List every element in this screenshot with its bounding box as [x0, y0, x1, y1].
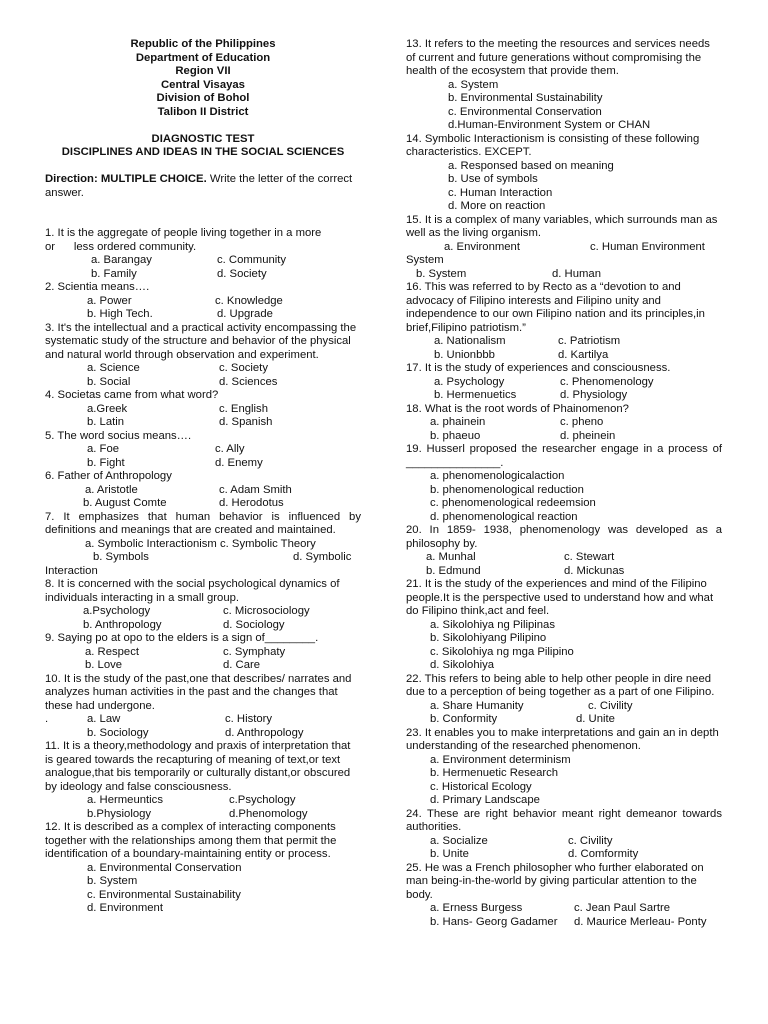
text-line: 24. These are right behavior meant right demeanor towards authorities.: [406, 807, 722, 833]
text-line: c. Patriotism: [558, 335, 621, 347]
text-line: 22. This refers to being able to help other people in dire need due to a perception of being together as a part of one Filipino.: [406, 672, 715, 698]
text-line: b. Hermenuetics: [434, 389, 517, 401]
text-line: c. Civility: [588, 699, 633, 712]
text-line: a. System: [448, 78, 499, 91]
text-line: b. Environmental Sustainability: [448, 92, 603, 104]
question-14: [406, 133, 722, 214]
question-24: [406, 808, 722, 862]
text-line: b. Edmund: [426, 564, 481, 577]
text-line: a. Environment: [444, 240, 520, 253]
text-line: a. Science: [87, 362, 140, 374]
question-3: [45, 322, 361, 390]
text-line: b. Fight: [87, 456, 125, 469]
text-line: b. Sikolohiyang Pilipino: [430, 632, 547, 644]
text-line: a. Erness Burgess: [430, 902, 523, 914]
text-line: d. Sciences: [219, 375, 278, 388]
question-2: [45, 281, 361, 322]
question-22: [406, 673, 722, 727]
question-7: [45, 511, 361, 579]
direction: [45, 173, 361, 200]
text-line: 15. It is a complex of many variables, which surrounds man as well as the living organism.: [406, 213, 718, 239]
text-line: d. Spanish: [219, 416, 273, 428]
text-line: d. Comformity: [568, 848, 639, 860]
text-line: c. Environmental Conservation: [448, 105, 602, 118]
text-line: a. Environmental Conservation: [87, 861, 242, 874]
text-line: .: [45, 713, 49, 725]
text-line: b. Hermenuetic Research: [430, 767, 559, 779]
text-line: c. Microsociology: [223, 605, 310, 617]
option: c. Community: [217, 254, 287, 266]
text-line: 1. It is the aggregate of people living together in a more: [45, 227, 322, 239]
question-1: [45, 227, 361, 281]
text-line: d. Upgrade: [217, 308, 273, 320]
text-line: b. Sociology: [87, 726, 149, 739]
text-line: 6. Father of Anthropology: [45, 470, 172, 482]
question-16: [406, 281, 722, 362]
text-line: a. Responsed based on meaning: [448, 159, 614, 172]
text-line: d. pheinein: [560, 429, 616, 442]
text-line: 21. It is the study of the experiences and mind of the Filipino people.It is the perspective used to understand how and what do Filipino think,act and feel.: [406, 578, 714, 617]
text-line: a. Share Humanity: [430, 699, 524, 712]
header-district: Talibon II District: [157, 105, 249, 118]
text-line: a. Sikolohiya ng Pilipinas: [430, 618, 555, 631]
text-line: c. Historical Ecology: [430, 780, 532, 793]
text-line: c. Human Environment: [590, 240, 705, 253]
text-line: a. Nationalism: [434, 335, 506, 347]
text-line: d. Unite: [576, 713, 615, 725]
header-central-visayas: Central Visayas: [161, 78, 245, 91]
text-line: b. High Tech.: [87, 308, 153, 320]
text-line: 9. Saying po at opo to the elders is a sign of________.: [45, 632, 319, 644]
text-line: d.Human-Environment System or CHAN: [448, 119, 651, 131]
text-line: d. Human: [552, 267, 601, 280]
text-line: 8. It is concerned with the social psychological dynamics of individuals interacting in a small group.: [45, 578, 340, 604]
text-line: c. Environmental Sustainability: [87, 888, 241, 901]
text-line: 3. It's the intellectual and a practical activity encompassing the systematic study of the structure and behavior of the physical and natural world through observation and experiment.: [45, 321, 357, 361]
text-line: b. phenomenological reduction: [430, 483, 584, 496]
text-line: d. Symbolic: [293, 551, 352, 563]
text-line: a.Greek: [87, 402, 128, 415]
question-19: [406, 443, 722, 524]
question-25: [406, 862, 722, 930]
text-line: d. Herodotus: [219, 497, 284, 509]
question-17: [406, 362, 722, 403]
text-line: d. Enemy: [215, 456, 263, 469]
text-line: 20. In 1859- 1938, phenomenology was developed as a philosophy by.: [406, 524, 722, 550]
text-line: d. Physiology: [560, 389, 628, 401]
text-line: 23. It enables you to make interpretations and gain an in depth understanding of the researched phenomenon.: [406, 726, 719, 752]
question-5: [45, 430, 361, 471]
text-line: 2. Scientia means….: [45, 281, 150, 293]
text-line: c. History: [225, 713, 273, 725]
text-line: 19. Husserl proposed the researcher engage in a process of _______________.: [406, 443, 722, 469]
text-line: a. Hermeuntics: [87, 794, 163, 806]
text-line: d. Anthropology: [225, 726, 304, 739]
text-line: c. Adam Smith: [219, 483, 292, 496]
right-column: [406, 38, 722, 929]
question-12: [45, 821, 361, 916]
text-line: Direction:: [45, 173, 98, 185]
text-line: c. Sikolohiya ng mga Pilipino: [430, 645, 574, 658]
text-line: a. Power: [87, 294, 132, 307]
text-line: Interaction: [45, 564, 98, 577]
question-9: [45, 632, 361, 673]
text-line: 14. Symbolic Interactionism is consisting of these following characteristics. EXCEPT.: [406, 132, 700, 158]
question-15: [406, 214, 722, 282]
text-line: c. phenomenological redeemsion: [430, 497, 596, 509]
option: d. Society: [217, 267, 267, 280]
text-line: 10. It is the study of the past,one that describes/ narrates and analyzes human activities in the past and the changes that these had undergone.: [45, 672, 352, 712]
header-division: Division of Bohol: [156, 92, 250, 104]
question-23: [406, 727, 722, 808]
text-line: b. Love: [85, 659, 123, 671]
text-line: d. Sikolohiya: [430, 659, 495, 671]
text-line: b. System: [87, 875, 138, 887]
question-20: [406, 524, 722, 578]
text-line: a. Environment determinism: [430, 753, 571, 766]
text-line: d.Phenomology: [229, 807, 308, 820]
text-line: 17. It is the study of experiences and consciousness.: [406, 362, 671, 374]
text-line: a. Socialize: [430, 834, 488, 847]
text-line: d. Maurice Merleau- Ponty: [574, 915, 707, 928]
text-line: c. Society: [219, 362, 268, 374]
question-6: [45, 470, 361, 511]
text-line: a. phenomenologicalaction: [430, 470, 565, 482]
text-line: d. Kartilya: [558, 348, 609, 361]
text-line: 25. He was a French philosopher who further elaborated on man being-in-the-world by giving particular attention to the body.: [406, 861, 704, 901]
text-line: d. phenomenological reaction: [430, 510, 578, 523]
text-line: 7. It emphasizes that human behavior is influenced by definitions and meanings that are created and maintained.: [45, 510, 361, 536]
text-line: b. Use of symbols: [448, 173, 538, 185]
text-line: c. Ally: [215, 443, 245, 455]
text-line: b. August Comte: [83, 497, 167, 509]
text-line: d. Primary Landscape: [430, 794, 540, 806]
text-line: c. pheno: [560, 416, 604, 428]
text-line: 12. It is described as a complex of interacting components together with the relationships among them that permit the identification of a boundary-maintaining entity or process.: [45, 821, 337, 860]
question-8: [45, 578, 361, 632]
option: b. Family: [91, 267, 137, 280]
text-line: a. phainein: [430, 416, 486, 428]
question-10: [45, 673, 361, 741]
text-line: 18. What is the root words of Phainomenon?: [406, 402, 629, 415]
text-line: b. Social: [87, 375, 131, 388]
text-line: c. English: [219, 402, 268, 415]
text-line: a. Respect: [85, 645, 140, 658]
question-4: [45, 389, 361, 430]
question-11: [45, 740, 361, 821]
text-line: c. Civility: [568, 834, 613, 847]
text-line: d. Environment: [87, 902, 163, 914]
text-line: a.Psychology: [83, 605, 151, 617]
text-line: b. phaeuo: [430, 429, 481, 442]
text-line: b.Physiology: [87, 807, 152, 820]
text-line: a. Law: [87, 713, 121, 725]
test-title: DIAGNOSTIC TEST: [151, 132, 255, 145]
text-line: Write the letter of the correct answer.: [45, 173, 353, 199]
text-line: b. Conformity: [430, 713, 498, 725]
text-line: or less ordered community.: [45, 240, 197, 253]
text-line: d. Care: [223, 659, 261, 671]
text-line: c. Symphaty: [223, 645, 286, 658]
text-line: a. Munhal: [426, 551, 476, 563]
text-line: d. More on reaction: [448, 200, 546, 212]
text-line: b. Unite: [430, 848, 469, 860]
text-line: 5. The word socius means….: [45, 429, 192, 442]
subject-title: DISCIPLINES AND IDEAS IN THE SOCIAL SCIENCES: [61, 146, 345, 158]
question-13: [406, 38, 722, 133]
text-line: System: [406, 254, 444, 266]
text-line: c. Jean Paul Sartre: [574, 902, 671, 914]
text-line: b. Anthropology: [83, 618, 162, 631]
header-department: Department of Education: [135, 51, 271, 64]
question-21: [406, 578, 722, 673]
text-line: 16. This was referred to by Recto as a “devotion to and advocacy of Filipino interests and Filipino unity and independence to our own Filipino nation and its principles,in brief,Filipino patriotism.”: [406, 281, 705, 334]
question-18: [406, 403, 722, 444]
text-line: c. Human Interaction: [448, 186, 553, 199]
text-line: 4. Societas came from what word?: [45, 389, 219, 401]
text-line: c. Phenomenology: [560, 375, 654, 388]
text-line: c. Knowledge: [215, 294, 283, 307]
text-line: a. Foe: [87, 443, 120, 455]
text-line: b. Unionbbb: [434, 348, 495, 361]
text-line: b. Latin: [87, 416, 125, 428]
text-line: c. Stewart: [564, 551, 615, 563]
text-line: b. System: [416, 267, 467, 280]
text-line: a. Aristotle: [85, 483, 138, 496]
text-line: c.Psychology: [229, 794, 296, 806]
text-line: 13. It refers to the meeting the resources and services needs of current and future generations without compromising the health of the ecosystem that provide them.: [406, 38, 710, 77]
header-region: Region VII: [175, 65, 231, 77]
text-line: d. Sociology: [223, 618, 285, 631]
text-line: b. Hans- Georg Gadamer: [430, 915, 558, 928]
text-line: a. Symbolic Interactionism c. Symbolic Theory: [85, 537, 316, 550]
header-republic: Republic of the Philippines: [130, 38, 276, 50]
text-line: b. Symbols: [93, 551, 149, 563]
text-line: MULTIPLE CHOICE.: [100, 173, 207, 185]
text-line: 11. It is a theory,methodology and praxis of interpretation that is geared towards the recapturing of meaning of text,or text analogue,that bis temporarily or culturally distant,or obscured by ideology and false consciousness.: [45, 740, 351, 793]
left-column: [45, 38, 361, 916]
text-line: a. Psychology: [434, 375, 505, 388]
text-line: d. Mickunas: [564, 564, 625, 577]
option: a. Barangay: [91, 254, 152, 266]
